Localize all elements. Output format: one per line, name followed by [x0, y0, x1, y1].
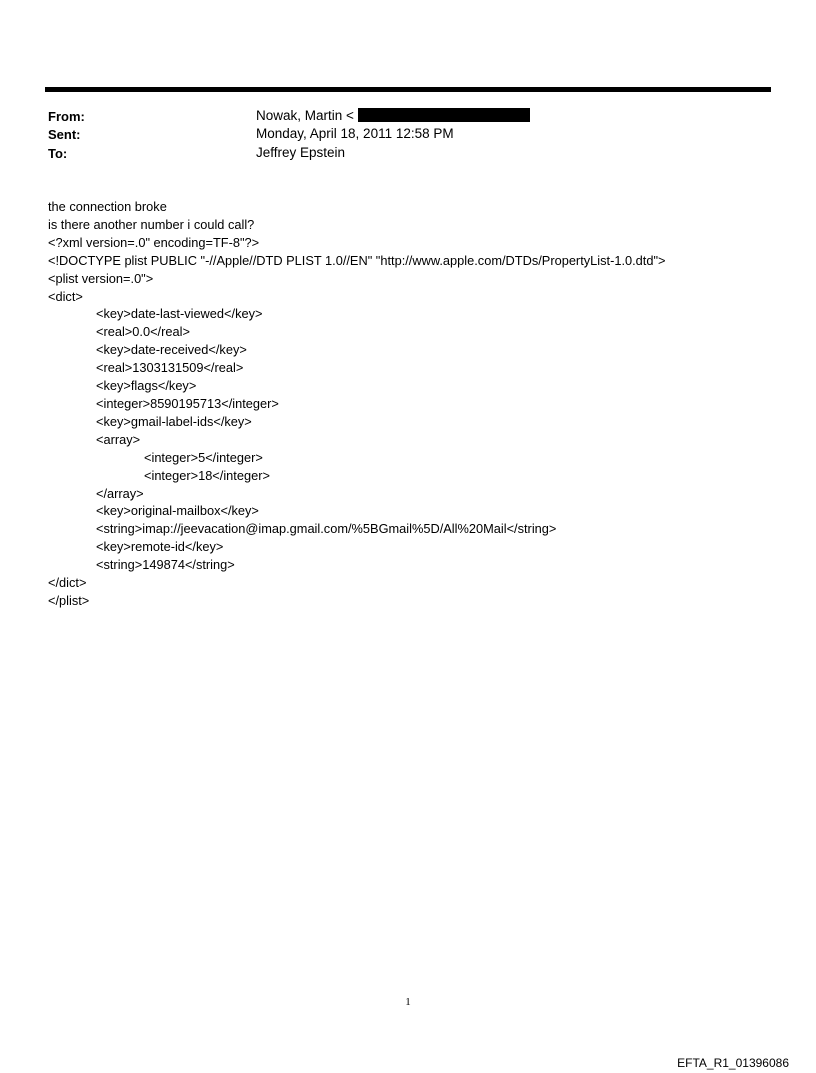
body-line: <key>remote-id</key> [96, 539, 224, 555]
sent-label: Sent: [48, 127, 81, 142]
sent-value: Monday, April 18, 2011 12:58 PM [256, 126, 454, 141]
from-label: From: [48, 109, 85, 124]
body-line: <plist version=.0"> [48, 270, 154, 286]
body-line: </dict> [48, 575, 87, 591]
page-number: 1 [405, 996, 411, 1008]
body-line: <!DOCTYPE plist PUBLIC "-//Apple//DTD PLIST 1.0//EN" "http://www.apple.com/DTDs/PropertyList-1.0.dtd"> [48, 252, 666, 268]
header-rule [45, 87, 771, 92]
body-line: <?xml version=.0" encoding=TF-8"?> [48, 234, 260, 250]
body-line: <key>flags</key> [96, 378, 197, 394]
bates-number: EFTA_R1_01396086 [677, 1056, 789, 1070]
body-line: <integer>18</integer> [144, 467, 270, 483]
body-line: <array> [96, 431, 141, 447]
to-value: Jeffrey Epstein [256, 145, 346, 160]
body-line: </plist> [48, 592, 90, 608]
body-line: <real>1303131509</real> [96, 360, 244, 376]
body-line: <key>date-last-viewed</key> [96, 306, 263, 322]
body-line: <integer>8590195713</integer> [96, 395, 279, 411]
body-line: <real>0.0</real> [96, 324, 190, 340]
message-body [48, 198, 665, 610]
to-label: To: [48, 146, 68, 161]
body-line: <key>gmail-label-ids</key> [96, 413, 252, 429]
body-line: <key>original-mailbox</key> [96, 503, 259, 519]
body-line: is there another number i could call? [48, 216, 255, 232]
from-value [256, 108, 530, 123]
body-line: the connection broke [48, 199, 167, 214]
body-line: <string>imap://jeevacation@imap.gmail.com/%5BGmail%5D/All%20Mail</string> [96, 521, 557, 537]
body-line: <string>149874</string> [96, 557, 235, 573]
body-line: <integer>5</integer> [144, 449, 263, 465]
body-line: <key>date-received</key> [96, 342, 247, 358]
from-name: Nowak, Martin < [256, 108, 354, 123]
body-line: <dict> [48, 288, 83, 304]
redaction-block [358, 108, 530, 122]
body-line: </array> [96, 485, 144, 501]
